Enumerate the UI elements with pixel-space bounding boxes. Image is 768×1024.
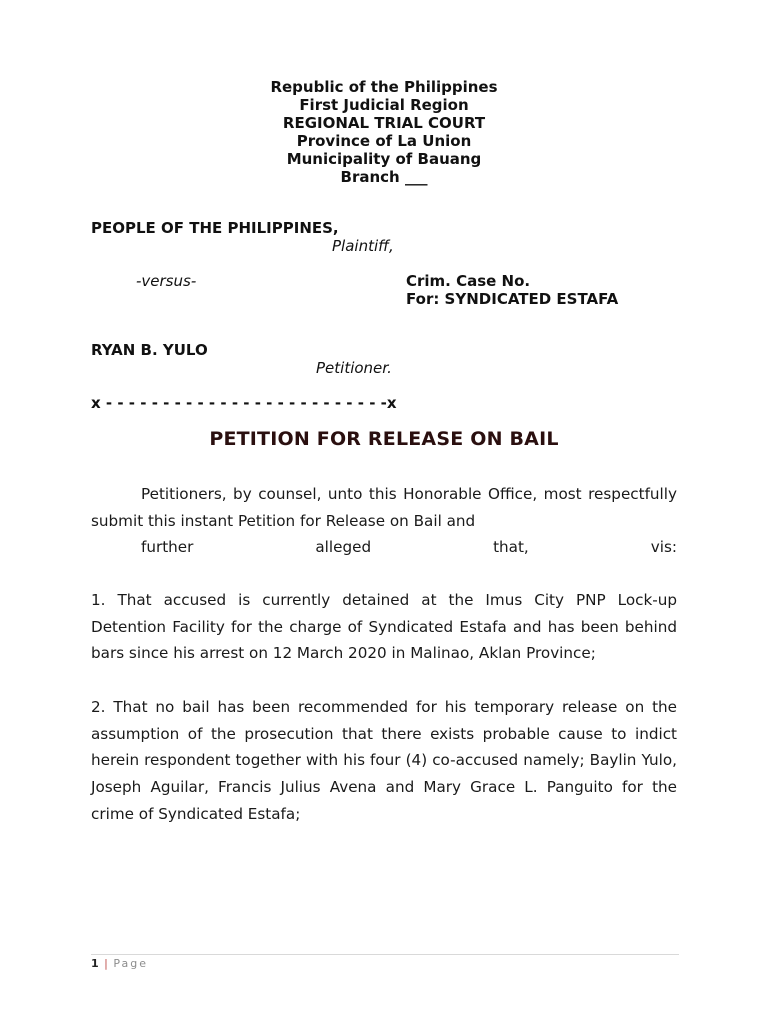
petitioner-role: Petitioner. — [316, 359, 392, 377]
document-title: PETITION FOR RELEASE ON BAIL — [209, 428, 559, 450]
footer-rule — [91, 954, 679, 955]
intro-text: Petitioners, by counsel, unto this Honorable Office, most respectfully submit this instant Petition for Release on Bail and — [91, 485, 677, 530]
paragraph-1: 1. That accused is currently detained at the Imus City PNP Lock-up Detention Facility for the charge of Syndicated Estafa and has been behind bars since his arrest on 12 March 2020 in Malinao, Aklan Province; — [91, 591, 677, 663]
caption-line-municipality: Municipality of Bauang — [286, 150, 482, 168]
intro-last-line: further alleged that, vis: — [141, 538, 677, 557]
caption-line-province: Province of La Union — [296, 132, 472, 150]
case-offense: For: SYNDICATED ESTAFA — [406, 290, 619, 308]
caption-line-branch: Branch ___ — [340, 168, 428, 186]
intro-paragraph — [91, 481, 677, 561]
caption-line-court: REGIONAL TRIAL COURT — [282, 114, 486, 132]
caption-separator: x - - - - - - - - - - - - - - - - - - - - - - - - -x — [91, 394, 397, 412]
court-caption — [0, 78, 768, 186]
page-number: 1 — [91, 957, 99, 970]
footer-separator: | — [104, 957, 108, 970]
case-number: Crim. Case No. — [406, 272, 531, 290]
paragraph-2: 2. That no bail has been recommended for his temporary release on the assumption of the prosecution that there exists probable cause to indict herein respondent together with his four (4) co-accused namely; Baylin Yulo, Joseph Aguilar, Francis Julius Avena and Mary Grace L. Panguito for the crime of Syndicated Estafa; — [91, 698, 677, 823]
page-label: Page — [113, 957, 149, 970]
page-footer — [91, 957, 148, 971]
petitioner-name: RYAN B. YULO — [91, 341, 208, 359]
caption-line-republic: Republic of the Philippines — [270, 78, 498, 96]
plaintiff-role: Plaintiff, — [332, 237, 394, 255]
versus-label: -versus- — [136, 272, 197, 290]
caption-line-region: First Judicial Region — [299, 96, 469, 114]
plaintiff-name: PEOPLE OF THE PHILIPPINES, — [91, 219, 339, 237]
